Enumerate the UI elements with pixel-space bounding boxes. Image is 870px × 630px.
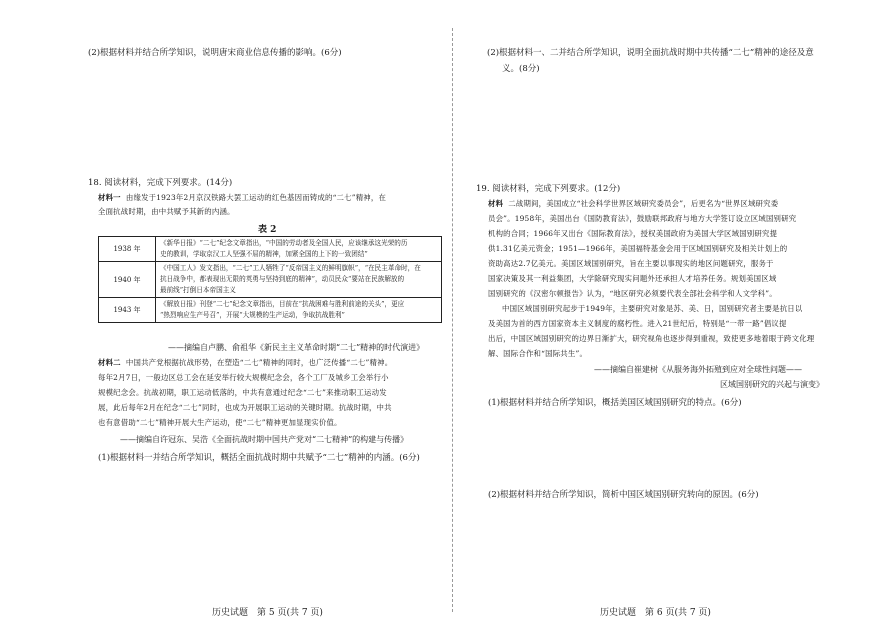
table-row [99, 237, 442, 262]
page-footer-right: 历史试题 第 6 页(共 7 页) [600, 608, 711, 618]
material-line: 中国区域国别研究起步于1949年，主要研究对象是苏、美、日，国别研究者主要是抗日以 [502, 304, 803, 313]
material-line: 解、国际合作和“国际共生”。 [488, 349, 588, 358]
material-line: 员会”。1958年，美国出台《国防教育法》，鼓励联邦政府与地方大学签订设立区域国别研究 [488, 214, 797, 223]
material-line: 资助高达2.7亿美元。美国区域国别研究，旨在主要以事现实的地区问题研究，服务于 [488, 259, 774, 268]
question-18-heading: 18. 阅读材料，完成下列要求。(14分) [88, 178, 233, 188]
material-line: 出后，中国区域国别研究的边界日渐扩大，研究视角也逐步得到重视，致使更多地着眼于跨文化理 [488, 334, 815, 343]
question-18-2-line-2: 义。(8分) [502, 64, 540, 74]
material-label: 材料 [488, 199, 504, 208]
question-19-1: (1)根据材料并结合所学知识，概括美国区域国别研究的特点。(6分) [488, 398, 742, 408]
source-citation-line-1: ——摘编自崔建树《从服务海外拓殖到应对全球性问题—— [594, 365, 802, 374]
table-line: “热烈响应生产号召”，开展“大规模的生产运动，争取抗战胜利” [160, 311, 345, 319]
table-title: 表 2 [258, 225, 277, 235]
page-divider [452, 28, 453, 612]
table-line: 最前线”打倒日本帝国主义 [160, 286, 236, 294]
table-cell-year: 1943 年 [99, 298, 156, 323]
table-line: 史的教训，学取京汉工人坚强不屈的精神，加紧全国的上下的一致团结” [160, 250, 368, 258]
material-1-label: 材料一 [98, 193, 121, 202]
material-2-label: 材料二 [98, 358, 121, 367]
material-2-line: 中国共产党根据抗战形势，在塑造“二七”精神的同时，也广泛传播“二七”精神。 [125, 358, 393, 367]
table-line: 《新华日报》“二七”纪念文章指出，“中国的劳动者及全国人民，应该继承这光荣的历 [160, 239, 408, 247]
page-footer-left: 历史试题 第 5 页(共 7 页) [212, 608, 323, 618]
table-row [99, 298, 442, 323]
material-2-line: 每年2月7日，一般边区总工会在延安举行较大规模纪念会，各个工厂及城乡工会举行小 [98, 373, 389, 382]
material-1-line-2: 全面抗战时期，由中共赋予其新的内涵。 [98, 207, 235, 216]
table-cell-year: 1940 年 [99, 262, 156, 298]
question-19-2: (2)根据材料并结合所学知识，简析中国区域国别研究转向的原因。(6分) [488, 490, 759, 500]
table-cell-content [156, 298, 442, 323]
table-line: 抗日战争中，都表现出无限的英勇与坚持到底的精神”，动员民众“要站在民族解放的 [160, 275, 405, 283]
material-2-line: 也有意借助“二七”精神开展大生产运动，使“二七”精神更加显现实价值。 [98, 418, 342, 427]
source-citation-line-2: 区域国别研究的兴起与演变》 [720, 380, 824, 389]
table-cell-year: 1938 年 [99, 237, 156, 262]
material-2-line: 规模纪念会。抗战初期，职工运动低落的，中共有意通过纪念“二七”来推动职工运动发 [98, 388, 387, 397]
table-line: 《中国工人》发文指出，“二七”工人牺牲了“反帝国主义的鲜明旗帜”，“在民主革命时，在 [160, 264, 421, 272]
source-citation-1: ——摘编自卢鹏、俞祖华《新民主主义革命时期“二七”精神的时代演进》 [168, 343, 425, 352]
material-1-line-1: 由缘发于1923年2月京汉铁路大罢工运动的红色基因而铸成的“二七”精神，在 [125, 193, 387, 202]
table-cell-content [156, 262, 442, 298]
material-line: 国别研究的《汉密尔顿报告》认为，“地区研究必须要代表全部社会科学和人文学科”。 [488, 289, 777, 298]
material-line: 二战期间，美国成立“社会科学世界区域研究委员会”，后更名为“世界区域研究委 [508, 199, 779, 208]
question-18-2-line-1: (2)根据材料一、二并结合所学知识，说明全面抗战时期中共传播“二七”精神的途径及意 [487, 48, 814, 58]
table-cell-content [156, 237, 442, 262]
material-line: 供1.31亿美元资金；1951—1966年，美国福特基金会用于区域国别研究及相关计划上的 [488, 244, 788, 253]
material-2-line: 展，此后每年2月在纪念“二七”同时，也成为开展职工运动的关键时期。抗战时期，中共 [98, 403, 392, 412]
question-18-1: (1)根据材料一并结合所学知识，概括全面抗战时期中共赋予“二七”精神的内涵。(6分) [98, 453, 420, 463]
table-2 [98, 236, 442, 323]
material-line: 国家决策及其一利益集团，大学除研究现实问题外还承担人才培养任务。规划美国区域 [488, 274, 777, 283]
material-line: 机构的合同；1966年又出台《国际教育法》，授权美国政府为美国大学区域国别研究提 [488, 229, 778, 238]
question-19-heading: 19. 阅读材料，完成下列要求。(12分) [476, 184, 621, 194]
question-17-2: (2)根据材料并结合所学知识，说明唐宋商业信息传播的影响。(6分) [88, 48, 342, 58]
table-line: 《解放日报》刊登“二七”纪念文章指出，目前在“抗战困难与胜利前途的关头”，更应 [160, 300, 405, 308]
material-line: 及美国为首的西方国家资本主义制度的腐朽性。进入21世纪后，特别是“一带一路”倡议提 [488, 319, 787, 328]
table-row [99, 262, 442, 298]
source-citation-2: ——摘编自许冠东、吴浩《全面抗战时期中国共产党对“二七精神”的构建与传播》 [120, 435, 409, 444]
